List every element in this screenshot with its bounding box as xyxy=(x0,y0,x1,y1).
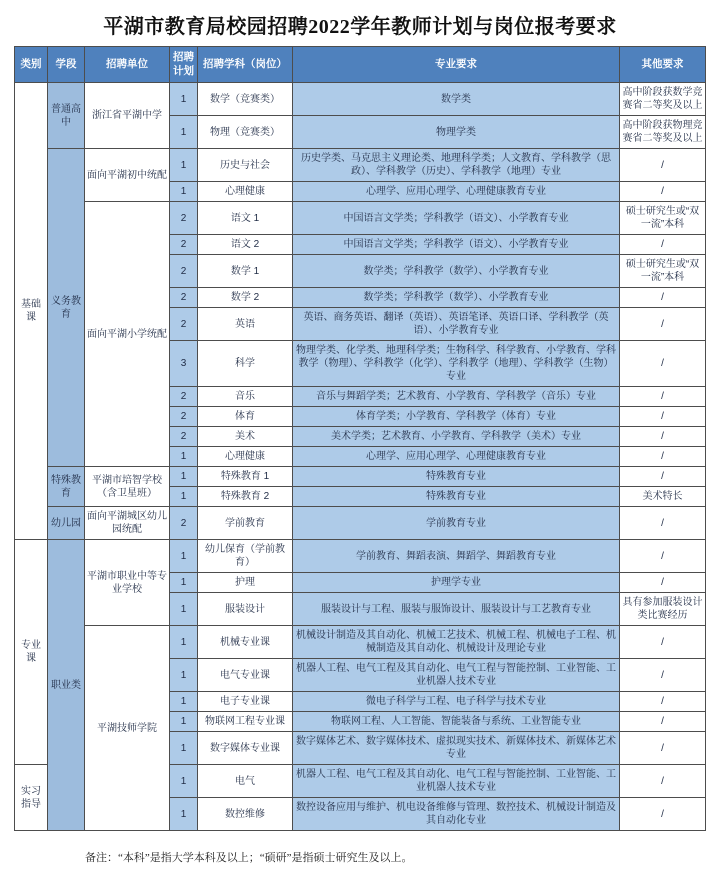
cell-other: / xyxy=(620,427,706,447)
cell-major: 机器人工程、电气工程及其自动化、电气工程与智能控制、工业智能、工业机器人技术专业 xyxy=(293,659,620,692)
cell-subject: 物理（竞赛类） xyxy=(198,116,293,149)
cell-major: 特殊教育专业 xyxy=(293,487,620,507)
cell-subject: 电气专业课 xyxy=(198,659,293,692)
cell-plan: 1 xyxy=(170,467,198,487)
cell-unit: 平湖市职业中等专业学校 xyxy=(85,540,170,626)
cell-subject: 学前教育 xyxy=(198,507,293,540)
cell-plan: 1 xyxy=(170,182,198,202)
cell-subject: 电气 xyxy=(198,765,293,798)
cell-other: / xyxy=(620,692,706,712)
table-row xyxy=(15,202,706,235)
cell-subject: 数控维修 xyxy=(198,798,293,831)
cell-other: 具有参加服装设计类比赛经历 xyxy=(620,593,706,626)
cell-other: / xyxy=(620,732,706,765)
cell-major: 数控设备应用与维护、机电设备维修与管理、数控技术、机械设计制造及其自动化专业 xyxy=(293,798,620,831)
cell-other: / xyxy=(620,308,706,341)
cell-subject: 心理健康 xyxy=(198,182,293,202)
cell-subject: 机械专业课 xyxy=(198,626,293,659)
cell-other: / xyxy=(620,407,706,427)
cell-other: / xyxy=(620,149,706,182)
footnote: 备注：“本科”是指大学本科及以上；“硕研”是指硕士研究生及以上。 xyxy=(85,852,413,865)
cell-major: 物理学类 xyxy=(293,116,620,149)
cell-plan: 2 xyxy=(170,255,198,288)
cell-major: 历史学类、马克思主义理论类、地理科学类；人文教育、学科教学（思政）、学科教学（历史）、学科教学（地理）专业 xyxy=(293,149,620,182)
cell-subject: 科学 xyxy=(198,341,293,387)
cell-other: / xyxy=(620,447,706,467)
cell-major: 中国语言文学类；学科教学（语文）、小学教育专业 xyxy=(293,235,620,255)
cell-other: / xyxy=(620,341,706,387)
cell-other: / xyxy=(620,507,706,540)
cell-plan: 1 xyxy=(170,626,198,659)
cell-major: 音乐与舞蹈学类；艺术教育、小学教育、学科教学（音乐）专业 xyxy=(293,387,620,407)
cell-major: 学前教育专业 xyxy=(293,507,620,540)
table-header xyxy=(15,47,706,83)
cell-plan: 3 xyxy=(170,341,198,387)
header-category: 类别 xyxy=(15,47,48,83)
cell-major: 学前教育、舞蹈表演、舞蹈学、舞蹈教育专业 xyxy=(293,540,620,573)
cell-stage: 特殊教育 xyxy=(48,467,85,507)
cell-subject: 数字媒体专业课 xyxy=(198,732,293,765)
cell-unit: 平湖技师学院 xyxy=(85,626,170,831)
cell-subject: 心理健康 xyxy=(198,447,293,467)
cell-subject: 特殊教育 2 xyxy=(198,487,293,507)
table-row xyxy=(15,540,706,573)
table-row xyxy=(15,467,706,487)
header-other: 其他要求 xyxy=(620,47,706,83)
cell-major: 数学类；学科教学（数学）、小学教育专业 xyxy=(293,255,620,288)
header-stage: 学段 xyxy=(48,47,85,83)
table-row xyxy=(15,507,706,540)
cell-stage: 职业类 xyxy=(48,540,85,831)
cell-plan: 1 xyxy=(170,540,198,573)
cell-plan: 2 xyxy=(170,235,198,255)
cell-plan: 1 xyxy=(170,712,198,732)
header-row xyxy=(15,47,706,83)
cell-plan: 2 xyxy=(170,288,198,308)
cell-plan: 1 xyxy=(170,659,198,692)
cell-other: 硕士研究生或“双一流”本科 xyxy=(620,202,706,235)
cell-stage: 普通高中 xyxy=(48,83,85,149)
cell-other: / xyxy=(620,626,706,659)
table-row xyxy=(15,626,706,659)
cell-other: / xyxy=(620,765,706,798)
cell-major: 物理学类、化学类、地理科学类；生物科学、科学教育、小学教育、学科教学（物理）、学科教学（化学）、学科教学（地理）、学科教学（生物）专业 xyxy=(293,341,620,387)
cell-plan: 1 xyxy=(170,765,198,798)
cell-other: 高中阶段获物理竞赛省二等奖及以上 xyxy=(620,116,706,149)
cell-plan: 2 xyxy=(170,507,198,540)
recruitment-table xyxy=(14,46,706,831)
cell-plan: 1 xyxy=(170,447,198,467)
cell-other: / xyxy=(620,467,706,487)
cell-major: 机器人工程、电气工程及其自动化、电气工程与智能控制、工业智能、工业机器人技术专业 xyxy=(293,765,620,798)
cell-plan: 1 xyxy=(170,487,198,507)
cell-plan: 1 xyxy=(170,149,198,182)
table-body xyxy=(15,83,706,831)
cell-subject: 数学 1 xyxy=(198,255,293,288)
cell-subject: 幼儿保育（学前教育） xyxy=(198,540,293,573)
cell-major: 物联网工程、人工智能、智能装备与系统、工业智能专业 xyxy=(293,712,620,732)
cell-subject: 历史与社会 xyxy=(198,149,293,182)
cell-category: 专业课 xyxy=(15,540,48,765)
cell-other: 高中阶段获数学竞赛省二等奖及以上 xyxy=(620,83,706,116)
cell-subject: 美术 xyxy=(198,427,293,447)
cell-subject: 语文 1 xyxy=(198,202,293,235)
cell-other: / xyxy=(620,798,706,831)
cell-major: 机械设计制造及其自动化、机械工艺技术、机械工程、机械电子工程、机械制造及其自动化、机械设计及理论专业 xyxy=(293,626,620,659)
cell-other: / xyxy=(620,712,706,732)
table-row xyxy=(15,83,706,116)
cell-subject: 语文 2 xyxy=(198,235,293,255)
cell-major: 特殊教育专业 xyxy=(293,467,620,487)
cell-plan: 1 xyxy=(170,83,198,116)
cell-other: 硕士研究生或“双一流”本科 xyxy=(620,255,706,288)
cell-plan: 1 xyxy=(170,116,198,149)
cell-plan: 1 xyxy=(170,573,198,593)
cell-other: / xyxy=(620,235,706,255)
cell-subject: 物联网工程专业课 xyxy=(198,712,293,732)
cell-unit: 平湖市培智学校（含卫星班） xyxy=(85,467,170,507)
cell-other: / xyxy=(620,387,706,407)
cell-subject: 数学（竞赛类） xyxy=(198,83,293,116)
cell-other: / xyxy=(620,659,706,692)
cell-plan: 1 xyxy=(170,732,198,765)
page-title: 平湖市教育局校园招聘2022学年教师计划与岗位报考要求 xyxy=(103,16,617,38)
cell-subject: 音乐 xyxy=(198,387,293,407)
cell-category: 基础课 xyxy=(15,83,48,540)
header-unit: 招聘单位 xyxy=(85,47,170,83)
cell-other: / xyxy=(620,573,706,593)
cell-stage: 幼儿园 xyxy=(48,507,85,540)
cell-stage: 义务教育 xyxy=(48,149,85,467)
cell-unit: 浙江省平湖中学 xyxy=(85,83,170,149)
cell-plan: 1 xyxy=(170,593,198,626)
cell-other: / xyxy=(620,288,706,308)
cell-subject: 特殊教育 1 xyxy=(198,467,293,487)
cell-major: 心理学、应用心理学、心理健康教育专业 xyxy=(293,182,620,202)
cell-subject: 体育 xyxy=(198,407,293,427)
cell-major: 体育学类；小学教育、学科教学（体育）专业 xyxy=(293,407,620,427)
header-major: 专业要求 xyxy=(293,47,620,83)
cell-major: 微电子科学与工程、电子科学与技术专业 xyxy=(293,692,620,712)
cell-major: 数字媒体艺术、数字媒体技术、虚拟现实技术、新媒体技术、新媒体艺术专业 xyxy=(293,732,620,765)
cell-plan: 2 xyxy=(170,308,198,341)
cell-other: 美术特长 xyxy=(620,487,706,507)
cell-subject: 数学 2 xyxy=(198,288,293,308)
cell-subject: 服装设计 xyxy=(198,593,293,626)
cell-plan: 2 xyxy=(170,427,198,447)
cell-other: / xyxy=(620,182,706,202)
cell-major: 服装设计与工程、服装与服饰设计、服装设计与工艺教育专业 xyxy=(293,593,620,626)
cell-major: 护理学专业 xyxy=(293,573,620,593)
cell-subject: 护理 xyxy=(198,573,293,593)
cell-subject: 英语 xyxy=(198,308,293,341)
cell-plan: 2 xyxy=(170,387,198,407)
cell-major: 数学类；学科教学（数学）、小学教育专业 xyxy=(293,288,620,308)
cell-other: / xyxy=(620,540,706,573)
cell-unit: 面向平湖城区幼儿园统配 xyxy=(85,507,170,540)
cell-plan: 2 xyxy=(170,202,198,235)
cell-subject: 电子专业课 xyxy=(198,692,293,712)
cell-unit: 面向平湖初中统配 xyxy=(85,149,170,202)
cell-plan: 1 xyxy=(170,692,198,712)
cell-category: 实习指导 xyxy=(15,765,48,831)
cell-major: 中国语言文学类；学科教学（语文）、小学教育专业 xyxy=(293,202,620,235)
table-row xyxy=(15,149,706,182)
header-plan: 招聘计划 xyxy=(170,47,198,83)
cell-unit: 面向平湖小学统配 xyxy=(85,202,170,467)
cell-major: 美术学类；艺术教育、小学教育、学科教学（美术）专业 xyxy=(293,427,620,447)
cell-plan: 2 xyxy=(170,407,198,427)
cell-major: 数学类 xyxy=(293,83,620,116)
cell-plan: 1 xyxy=(170,798,198,831)
header-subject: 招聘学科（岗位） xyxy=(198,47,293,83)
cell-major: 心理学、应用心理学、心理健康教育专业 xyxy=(293,447,620,467)
cell-major: 英语、商务英语、翻译（英语）、英语笔译、英语口译、学科教学（英语）、小学教育专业 xyxy=(293,308,620,341)
